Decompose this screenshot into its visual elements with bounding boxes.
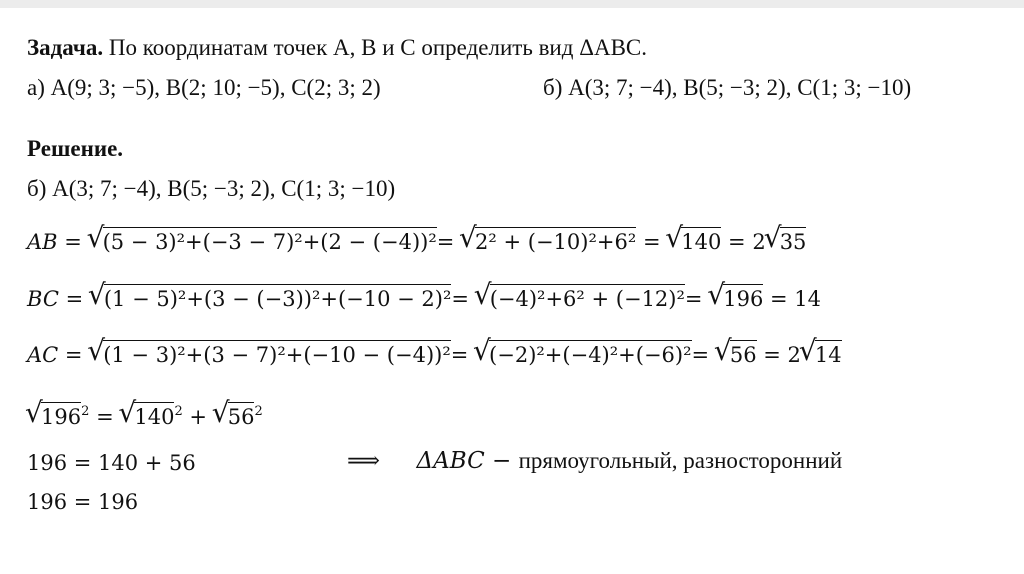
formula-ab [27,227,806,257]
ac-sqrt-3: √ 56 [716,340,757,370]
ac-sqrt-4: √ 14 [801,340,842,370]
check-plus: + [189,405,208,429]
conclusion-dash: − [484,448,519,474]
option-a: а) A(9; 3; −5), B(2; 10; −5), C(2; 3; 2) [27,75,381,100]
ab-sqrt-1: √ (5 − 3)²+(−3 − 7)²+(2 − (−4))² [89,227,437,257]
ab-tail: = 2 [728,230,766,254]
check-line-2: 196 = 140 + 56 [27,451,196,475]
ac-lhs: AC = [27,343,83,367]
check-sqrt-56: √ 56 [214,402,255,432]
ab-lhs: AB = [27,230,82,254]
ac-eq1: = [450,343,469,367]
bc-eq1: = [451,287,470,311]
task-text: По координатам точек A, B и C определить вид ΔABC. [108,35,648,60]
check-line-1: √ $196^2$ = √ $140^2$ + √ $56^2$ [27,402,263,432]
check-sqrt-140: √ 140 [120,402,174,432]
bc-lhs: BC = [27,287,84,311]
ac-eq2: = [691,343,710,367]
conclusion-text: прямоугольный, разносторонний [518,448,843,473]
bc-sqrt-1: √ (1 − 5)²+(3 − (−3))²+(−10 − 2)² [90,284,452,314]
ac-tail: = 2 [763,343,801,367]
ac-sqrt-2: √ (−2)²+(−4)²+(−6)² [475,340,691,370]
solution-label: Решение. [27,136,124,161]
solution-case: б) A(3; 7; −4), B(5; −3; 2), C(1; 3; −10) [27,176,396,201]
bc-eq2: = [684,287,703,311]
ab-sqrt-4: √ 35 [766,227,807,257]
task-line [27,33,647,63]
task-label: Задача. [27,35,104,60]
conclusion-triangle: ΔABC [416,448,485,474]
bc-sqrt-2: √ (−4)²+6² + (−12)² [476,284,685,314]
conclusion [347,446,842,476]
ab-sqrt-3: √ 140 [667,227,721,257]
bc-sqrt-3: √ 196 [709,284,763,314]
check-line-3: 196 = 196 [27,490,139,514]
option-b: б) A(3; 7; −4), B(5; −3; 2), C(1; 3; −10) [543,75,912,100]
formula-ac [27,340,842,370]
bc-tail: = 14 [770,287,821,311]
ab-sqrt-2: √ 2² + (−10)²+6² [461,227,636,257]
implies-arrow: ⟹ [347,448,380,474]
ab-eq1: = [436,230,455,254]
formula-bc [27,284,821,314]
top-strip [0,0,1024,8]
check-eq: = [96,405,114,429]
check-sqrt-196: √ 196 [27,402,81,432]
ab-eq2: = [642,230,661,254]
ac-sqrt-1: √ (1 − 3)²+(3 − 7)²+(−10 − (−4))² [89,340,451,370]
